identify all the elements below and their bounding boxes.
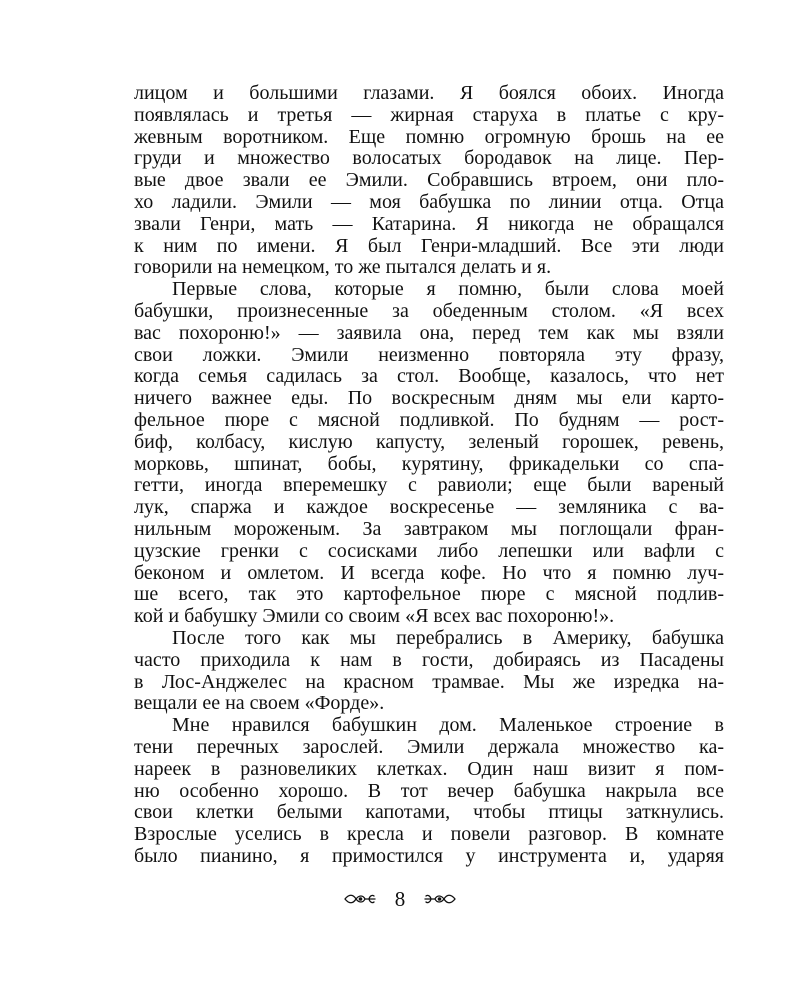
text-line: морковь, шпинат, бобы, курятину, фрикадельки со спа-: [134, 453, 724, 475]
text-line: ше всего, так это картофельное пюре с мясной подлив-: [134, 584, 724, 606]
text-line: фельное пюре с мясной подливкой. По будням — рост-: [134, 409, 724, 431]
text-line: ню особенно хорошо. В тот вечер бабушка накрыла все: [134, 780, 724, 802]
text-line: бабушки, произнесенные за обеденным столом. «Я всех: [134, 300, 724, 322]
page-number: 8: [394, 886, 406, 911]
text-line: хо ладили. Эмили — моя бабушка по линии отца. Отца: [134, 191, 724, 213]
text-line: Взрослые уселись в кресла и повели разговор. В комнате: [134, 824, 724, 846]
text-line: цузские гренки с сосисками либо лепешки или вафли с: [134, 540, 724, 562]
text-line: свои клетки белыми капотами, чтобы птицы заткнулись.: [134, 802, 724, 824]
text-line: было пианино, я примостился у инструмента и, ударяя: [134, 845, 724, 867]
text-line: нареек в разновеликих клетках. Один наш визит я пом-: [134, 758, 724, 780]
text-line: тени перечных зарослей. Эмили держала множество ка-: [134, 736, 724, 758]
text-line: появлялась и третья — жирная старуха в платье с кру-: [134, 104, 724, 126]
page-footer: [0, 884, 800, 914]
text-line: Первые слова, которые я помню, были слова моей: [172, 279, 724, 301]
floral-ornament-icon: [343, 891, 377, 907]
text-line: кой и бабушку Эмили со своим «Я всех вас похороню!».: [134, 606, 615, 628]
text-line: груди и множество волосатых бородавок на лице. Пер-: [134, 148, 724, 170]
text-line: Мне нравился бабушкин дом. Маленькое строение в: [172, 715, 724, 737]
text-line: беконом и омлетом. И всегда кофе. Но что я помню луч-: [134, 562, 724, 584]
text-line: вас похороню!» — заявила она, перед тем как мы взяли: [134, 322, 724, 344]
text-line: когда семья садилась за стол. Вообще, казалось, что нет: [134, 366, 724, 388]
text-line: вещали ее на своем «Форде».: [134, 693, 385, 715]
text-line: часто приходила к нам в гости, добираясь из Пасадены: [134, 649, 724, 671]
text-line: к ним по имени. Я был Генри-младший. Все эти люди: [134, 235, 724, 257]
floral-ornament-icon: [423, 891, 457, 907]
text-line: говорили на немецком, то же пытался делать и я.: [134, 257, 552, 279]
text-line: в Лос-Анджелес на красном трамвае. Мы же изредка на-: [134, 671, 724, 693]
text-line: лицом и большими глазами. Я боялся обоих. Иногда: [134, 83, 724, 104]
page-text: [134, 83, 724, 868]
text-line: свои ложки. Эмили неизменно повторяла эту фразу,: [134, 344, 724, 366]
text-line: жевным воротником. Еще помню огромную брошь на ее: [134, 126, 724, 148]
text-line: биф, колбасу, кислую капусту, зеленый горошек, ревень,: [134, 431, 724, 453]
text-line: вые двое звали ее Эмили. Собравшись втроем, они пло-: [134, 170, 724, 192]
text-line: гетти, иногда вперемешку с равиоли; еще были вареный: [134, 475, 724, 497]
text-line: лук, спаржа и каждое воскресенье — земляника с ва-: [134, 497, 724, 519]
text-line: нильным мороженым. За завтраком мы поглощали фран-: [134, 518, 724, 540]
text-line: звали Генри, мать — Катарина. Я никогда не обращался: [134, 213, 724, 235]
text-line: ничего важнее еды. По воскресным дням мы ели карто-: [134, 388, 724, 410]
text-line: После того как мы перебрались в Америку, бабушка: [172, 627, 724, 649]
